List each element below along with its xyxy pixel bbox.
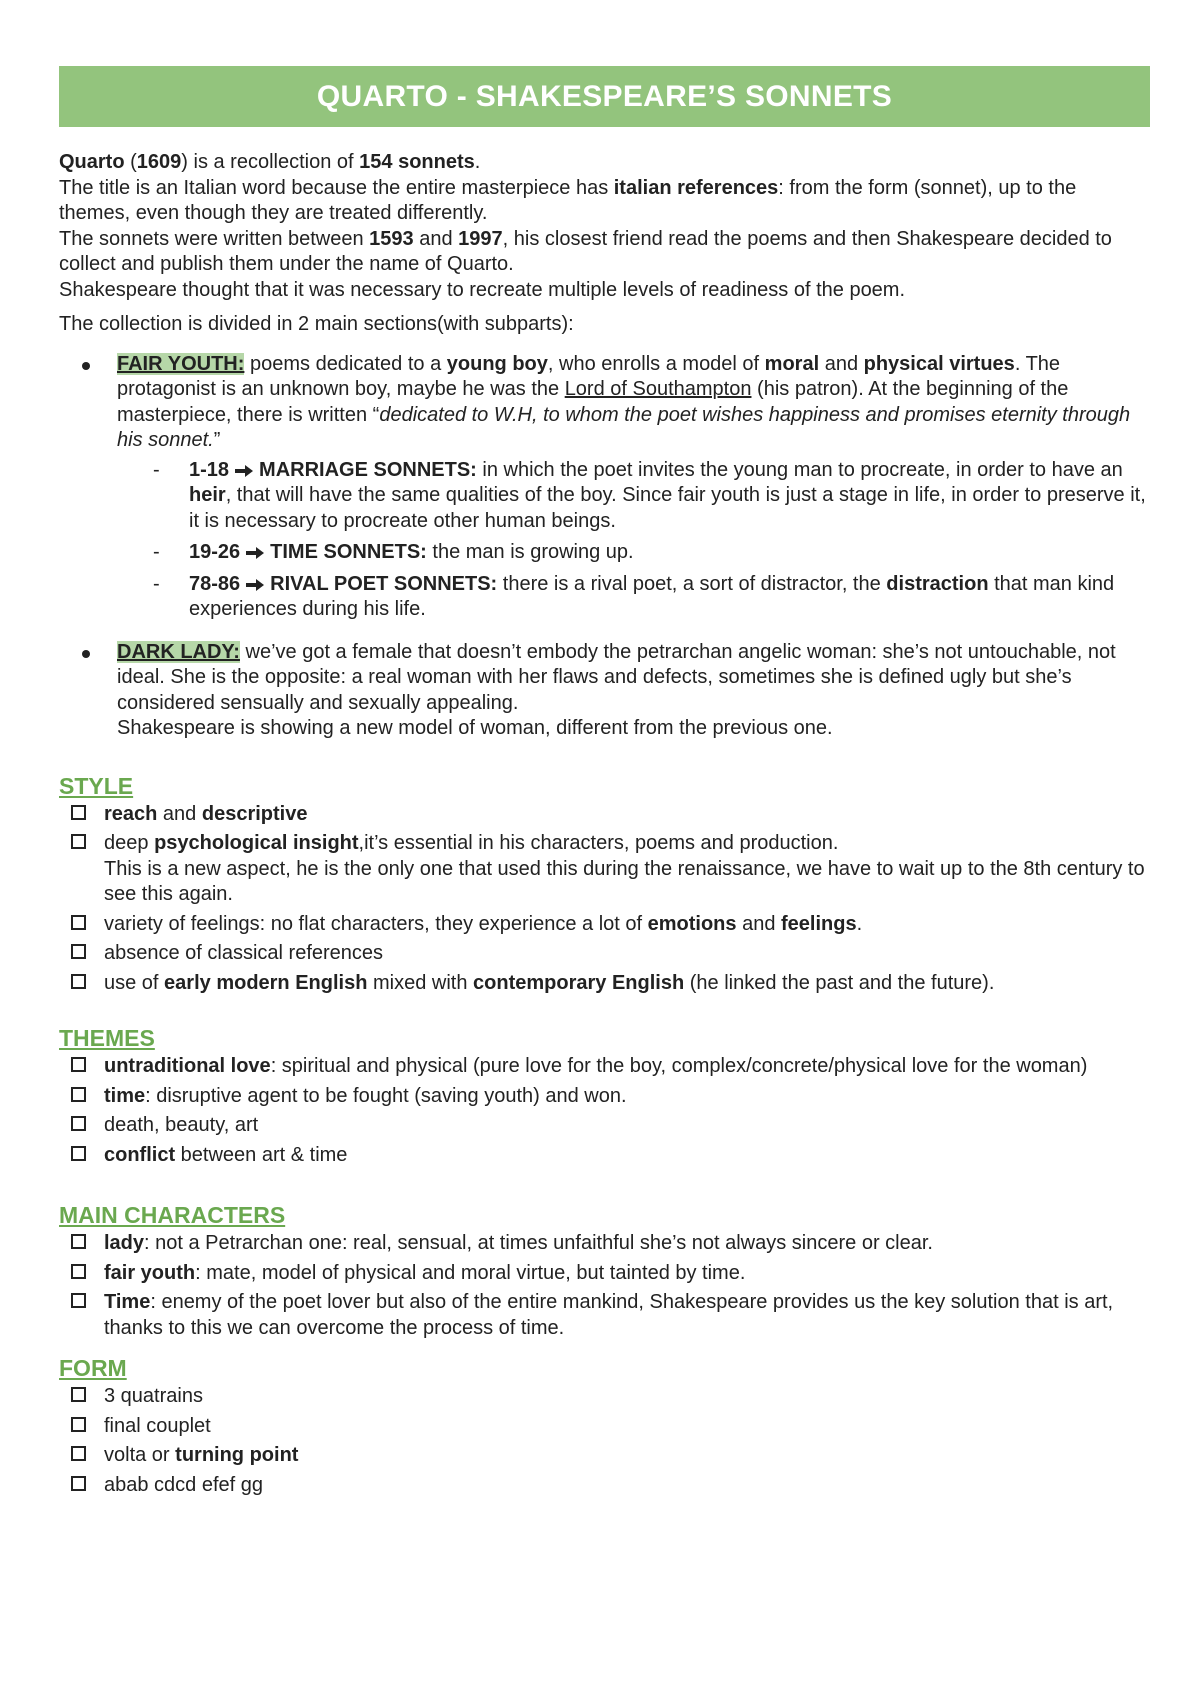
intro-paragraph-3 <box>59 227 1150 278</box>
text: 3 quatrains <box>104 1385 203 1407</box>
subpart-time-sonnets <box>117 540 1150 566</box>
dark-lady-text-2: Shakespeare is showing a new model of woman, different from the previous one. <box>117 717 833 739</box>
text: poems dedicated to a <box>244 352 447 375</box>
text: we’ve got a female that doesn’t embody the petrarchan angelic woman: she’s not untouchable, not ideal. She is the opposite: a real woman with her flaws and defects, sometimes she is defined ugly but she’s considered sensually and sexually appealing. <box>117 640 1116 714</box>
section-heading-style: STYLE <box>59 772 134 799</box>
bold-text: physical virtues <box>863 352 1015 375</box>
list-item-fair-youth <box>59 352 1150 623</box>
empty-checkbox-icon[interactable] <box>71 1234 86 1249</box>
subpart-title: TIME SONNETS: <box>270 541 427 563</box>
sonnet-range: 1-18 <box>189 458 230 481</box>
dark-lady-text <box>117 640 1150 717</box>
bold-text: 1593 <box>369 227 414 250</box>
lord-of-southampton-link[interactable]: Lord of Southampton <box>564 378 752 400</box>
text: . <box>474 151 481 173</box>
text: ” <box>213 429 221 451</box>
empty-checkbox-icon[interactable] <box>71 1057 86 1072</box>
title-banner <box>59 66 1150 127</box>
checklist-item <box>59 1084 1150 1110</box>
empty-checkbox-icon[interactable] <box>71 1446 86 1461</box>
empty-checkbox-icon[interactable] <box>71 1146 86 1161</box>
empty-checkbox-icon[interactable] <box>71 805 86 820</box>
checklist-item <box>59 941 1150 967</box>
characters-section <box>59 1202 1150 1341</box>
bold-text: Quarto <box>59 151 125 173</box>
empty-checkbox-icon[interactable] <box>71 1293 86 1308</box>
text: and <box>819 352 864 375</box>
text: This is a new aspect, he is the only one that used this during the renaissance, we have to wait up to the 8th century to see this again. <box>104 857 1145 905</box>
text: and <box>413 227 459 250</box>
document-page <box>59 66 1150 1502</box>
fair-youth-label: FAIR YOUTH: <box>117 352 245 375</box>
text: and <box>157 802 202 825</box>
text: variety of feelings: no flat characters, they experience a lot of <box>104 912 648 935</box>
text: , who enrolls a model of <box>547 352 765 375</box>
text: (he linked the past and the future). <box>684 971 995 994</box>
bold-text: descriptive <box>201 802 308 825</box>
bold-text: time <box>104 1084 146 1107</box>
bold-text: heir <box>189 484 226 506</box>
text: death, beauty, art <box>104 1114 259 1136</box>
checklist-item <box>59 1231 1150 1257</box>
text: : from the form (sonnet), up to the themes, even though they are treated differently. <box>59 176 1077 224</box>
text: absence of classical references <box>104 942 384 964</box>
characters-checklist <box>59 1231 1150 1341</box>
sections-list <box>59 352 1150 742</box>
bold-text: lady <box>104 1232 145 1254</box>
subpart-rival-poet-sonnets <box>117 572 1150 623</box>
text: final couplet <box>104 1414 211 1437</box>
right-arrow-icon <box>246 547 264 559</box>
checklist-item <box>59 971 1150 997</box>
text: volta or <box>104 1444 176 1466</box>
checklist-item <box>59 1473 1150 1499</box>
checklist-item <box>59 912 1150 938</box>
checklist-item <box>59 1414 1150 1440</box>
bold-text: 1997 <box>458 227 503 250</box>
bold-text: untraditional love <box>104 1055 271 1077</box>
text: abab cdcd efef gg <box>104 1473 264 1496</box>
text: between art & time <box>175 1143 348 1166</box>
empty-checkbox-icon[interactable] <box>71 944 86 959</box>
bold-text: turning point <box>175 1444 299 1466</box>
bold-text: fair youth <box>104 1261 196 1284</box>
sonnet-range: 78-86 <box>189 572 241 595</box>
bold-text: early modern English <box>164 971 368 994</box>
text: : enemy of the poet lover but also of the entire mankind, Shakespeare provides us the key solution that is art, thanks to this we can overcome the process of time. <box>104 1291 1114 1339</box>
empty-checkbox-icon[interactable] <box>71 1417 86 1432</box>
checklist-item <box>59 1113 1150 1139</box>
bold-text: Time <box>104 1291 151 1313</box>
text: . <box>856 912 863 935</box>
style-checklist <box>59 802 1150 997</box>
dedication-quote: dedicated to W.H, to whom the poet wishes happiness and promises eternity through his sonnet. <box>117 403 1131 451</box>
text: and <box>736 912 782 935</box>
text: deep <box>104 832 155 854</box>
dash-marker: - <box>153 572 160 595</box>
bold-text: 1609 <box>136 151 182 173</box>
text: : mate, model of physical and moral virtue, but tainted by time. <box>195 1261 746 1284</box>
dash-marker: - <box>153 458 160 481</box>
empty-checkbox-icon[interactable] <box>71 1387 86 1402</box>
text: , that will have the same qualities of the boy. Since fair youth is just a stage in life, in order to preserve it, it is necessary to procreate other human beings. <box>189 484 1146 532</box>
checklist-item <box>59 1054 1150 1080</box>
empty-checkbox-icon[interactable] <box>71 1264 86 1279</box>
bold-text: 154 sonnets <box>359 151 475 173</box>
bold-text: feelings <box>781 912 857 935</box>
bullet-dot-icon <box>82 362 90 370</box>
bold-text: conflict <box>104 1143 176 1166</box>
text: that man kind experiences during his life. <box>189 572 1115 620</box>
checklist-item <box>59 1143 1150 1169</box>
sonnet-range: 19-26 <box>189 541 241 563</box>
bold-text: contemporary English <box>473 971 685 994</box>
text: in which the poet invites the young man to procreate, in order to have an <box>476 458 1123 481</box>
subpart-title: MARRIAGE SONNETS: <box>259 458 477 481</box>
dash-marker: - <box>153 541 160 563</box>
empty-checkbox-icon[interactable] <box>71 1476 86 1491</box>
text: . The protagonist is an unknown boy, maybe he was the <box>117 352 1061 400</box>
intro-paragraph-2 <box>59 176 1150 227</box>
empty-checkbox-icon[interactable] <box>71 1116 86 1131</box>
empty-checkbox-icon[interactable] <box>71 974 86 989</box>
intro-paragraph-4: Shakespeare thought that it was necessary to recreate multiple levels of readiness of the poem. <box>59 278 906 301</box>
checklist-item <box>59 802 1150 828</box>
bold-text: psychological insight <box>154 832 359 854</box>
text: there is a rival poet, a sort of distractor, the <box>497 572 887 595</box>
intro-paragraph-1 <box>59 150 1150 176</box>
right-arrow-icon <box>235 465 253 477</box>
bold-text: moral <box>764 352 820 375</box>
subpart-marriage-sonnets <box>117 458 1150 535</box>
text: the man is growing up. <box>426 541 634 563</box>
bullet-dot-icon <box>82 650 90 658</box>
bold-text: reach <box>104 802 158 825</box>
themes-checklist <box>59 1054 1150 1168</box>
document-title: QUARTO - SHAKESPEARE’S SONNETS <box>316 79 893 113</box>
bold-text: young boy <box>446 352 548 375</box>
bold-text: italian references <box>613 176 779 199</box>
section-heading-themes: THEMES <box>59 1025 155 1051</box>
text: ) is a recollection of <box>181 151 360 173</box>
checklist-item <box>59 1384 1150 1410</box>
section-heading-form: FORM <box>59 1355 127 1381</box>
text: use of <box>104 971 165 994</box>
subpart-title: RIVAL POET SONNETS: <box>270 572 498 595</box>
text: The title is an Italian word because the entire masterpiece has <box>59 176 614 199</box>
fair-youth-subparts <box>117 458 1150 623</box>
checklist-item <box>59 831 1150 908</box>
text: The sonnets were written between <box>59 227 370 250</box>
dark-lady-label: DARK LADY: <box>117 640 240 663</box>
form-section <box>59 1355 1150 1498</box>
bold-text: distraction <box>886 572 989 595</box>
empty-checkbox-icon[interactable] <box>71 834 86 849</box>
text: (his patron). At the beginning of the masterpiece, there is written “ <box>117 378 1069 426</box>
empty-checkbox-icon[interactable] <box>71 915 86 930</box>
style-section <box>59 773 1150 997</box>
intro-paragraph-5: The collection is divided in 2 main sections(with subparts): <box>59 313 574 335</box>
text: : spiritual and physical (pure love for the boy, complex/concrete/physical love for the woman) <box>270 1055 1088 1077</box>
form-checklist <box>59 1384 1150 1498</box>
checklist-item <box>59 1443 1150 1469</box>
fair-youth-text <box>117 352 1150 454</box>
text: : not a Petrarchan one: real, sensual, at times unfaithful she’s not always sincere or clear. <box>144 1232 933 1254</box>
text: , his closest friend read the poems and then Shakespeare decided to collect and publish them under the name of Quarto. <box>59 227 1112 275</box>
text: ,it’s essential in his characters, poems and production. <box>358 832 839 854</box>
bold-text: emotions <box>647 912 737 935</box>
themes-section <box>59 1025 1150 1168</box>
text: mixed with <box>367 971 474 994</box>
checklist-item <box>59 1261 1150 1287</box>
right-arrow-icon <box>246 579 264 591</box>
text: : disruptive agent to be fought (saving youth) and won. <box>145 1084 627 1107</box>
section-heading-main-characters: MAIN CHARACTERS <box>59 1202 286 1228</box>
intro <box>59 150 1150 338</box>
text: ( <box>124 151 137 173</box>
empty-checkbox-icon[interactable] <box>71 1087 86 1102</box>
list-item-dark-lady <box>59 640 1150 742</box>
checklist-item <box>59 1290 1150 1341</box>
